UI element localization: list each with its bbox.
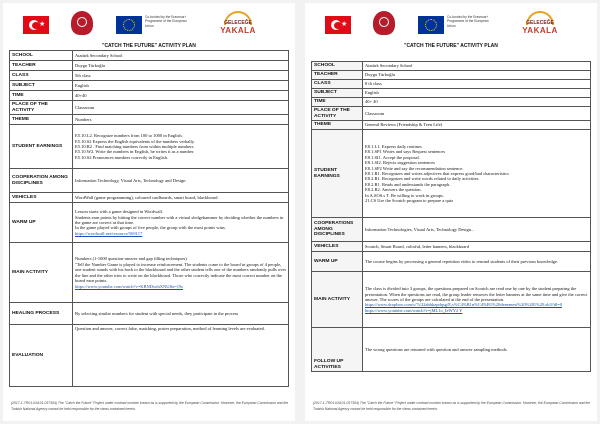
turkish-flag-icon: ★ — [325, 16, 351, 34]
field-label: TIME — [312, 98, 363, 107]
row-school — [312, 62, 591, 71]
row-teacher — [10, 61, 289, 71]
earning-line: E8.1.SP2 Write and say the recommendation sentence. — [365, 165, 464, 171]
earning-line: E8.2.R2. Answers the question. — [365, 187, 422, 193]
ministry-logo-icon — [373, 11, 395, 35]
row-class — [10, 71, 289, 81]
row-main-activity — [10, 243, 289, 303]
field-label: STUDENT EARNINGS — [10, 125, 73, 169]
field-value — [363, 272, 591, 328]
warmup-line: Lesson starts with a game designed in Wordwall. — [75, 209, 164, 215]
field-value: By selecting similar numbers for student with special needs, they participate in the process — [73, 303, 289, 325]
row-time — [312, 98, 591, 107]
earning-line: E5.10.W2. Write the numbers in English, he writes it as a number. — [75, 149, 195, 155]
field-value: Atatürk Secondary School — [363, 62, 591, 71]
row-cooperation — [10, 169, 289, 193]
row-place — [10, 101, 289, 115]
main-line: Numbers (1-1000 question-answer and gap filling techniques) — [75, 256, 187, 262]
field-value: Information Technologies, Visual Arts, Technology Design... — [363, 218, 591, 242]
earning-line: E8.1.L1. Express daily routines — [365, 143, 422, 149]
field-value: WordWall (game programming), coloured cardboards, smart board, blackboard — [73, 193, 289, 203]
field-value: 8 th class — [363, 80, 591, 89]
row-place — [312, 107, 591, 121]
field-label: CLASS — [312, 80, 363, 89]
right-page — [305, 3, 597, 421]
field-value: Classroom — [363, 107, 591, 121]
row-main-activity — [312, 272, 591, 328]
field-label: WARM UP — [312, 252, 363, 272]
logo-strip — [305, 8, 597, 38]
plan-title: "CATCH THE FUTURE" ACTIVITY PLAN — [102, 43, 196, 49]
main-line: "Tell the Number Game is played to increase reinforcement. The students come to the board in groups of 4 people, one student stands with his back to the blackboard and the other student tells one of the numbers randomly pulls over the line and the other tries to write on the blackboard. Those who correctly indicate the most correct number on the board earn points. — [75, 261, 286, 284]
field-value: 40+ 40 — [363, 98, 591, 107]
row-vehicles — [10, 193, 289, 203]
row-teacher — [312, 71, 591, 80]
earning-line: E8.1.SI2. Rejects suggestion sentences — [365, 160, 435, 166]
row-follow-up — [312, 328, 591, 372]
field-label: THEME — [10, 115, 73, 125]
field-value: Duygu Türkoğlu — [363, 71, 591, 80]
field-label: FOLLOW UP ACTIVITIES — [312, 328, 363, 372]
row-healing-process — [10, 303, 289, 325]
field-value: 5th class — [73, 71, 289, 81]
earning-line: E5.10.S2 Pronounces numbers correctly in English. — [75, 154, 168, 160]
field-label: TEACHER — [10, 61, 73, 71]
row-cooperation — [312, 218, 591, 242]
field-value: English — [363, 89, 591, 98]
project-logo: GELECEĞE YAKALA — [215, 11, 261, 37]
field-label: CLASS — [10, 71, 73, 81]
youtube-link[interactable]: https://www.youtube.com/watch?v=jML1o_IeWY2 Y — [365, 307, 463, 313]
dropbox-link[interactable]: https://www.dropbox.com/s/7t/22abhkzpdqsg/E,s%C4%B1n%C4%B1%20denemesi%20%281%29.sb3?dl=0 — [365, 302, 562, 308]
ministry-logo-icon — [71, 11, 93, 35]
row-warm-up — [312, 252, 591, 272]
left-page — [3, 3, 295, 421]
field-value: 40+40 — [73, 91, 289, 101]
row-subject — [312, 89, 591, 98]
field-label: VEHICLES — [10, 193, 73, 203]
field-label: TIME — [10, 91, 73, 101]
eu-funding-text: Co-funded by the Erasmus+ Programme of the European Union — [145, 15, 187, 28]
row-time — [10, 91, 289, 101]
earning-line: E8.1.SP1 Writes and says Request sentences — [365, 149, 446, 155]
row-theme — [312, 121, 591, 130]
earning-line: E8.1.SI1. Accept the proposal. — [365, 154, 420, 160]
row-evaluation — [10, 325, 289, 387]
field-value: General Reviews (Friendship & Teen Life) — [363, 121, 591, 130]
warmup-line: In the game played with groups of five people, the group with the most points wins. — [75, 225, 226, 231]
row-vehicles — [312, 242, 591, 252]
field-value: Classroom — [73, 101, 289, 115]
field-label: EVALUATION — [10, 325, 73, 387]
field-value: Information Technology, Visual Arts, Technology and Design — [73, 169, 289, 193]
row-student-earnings — [312, 130, 591, 218]
eu-flag-icon — [116, 16, 142, 34]
field-value — [73, 203, 289, 243]
earning-line: E5.10.L2. Recognize numbers from 100 to 1000 in English. — [75, 133, 183, 139]
field-value: Numbers — [73, 115, 289, 125]
earning-line: E8.1.R1. Recognizes and writes adjectives that express good/bad characteristics — [365, 170, 509, 176]
field-label: STUDENT EARNINGS — [312, 130, 363, 218]
field-value: The course begins by processing a general repetition video to remind students of their previous knowledge. — [363, 252, 591, 272]
field-label: PLACE OF THE ACTIVITY — [312, 107, 363, 121]
field-value: Scratch, Smart Board, colorful, letter banners, blackboard — [363, 242, 591, 252]
field-label: COOPERATION AMONG DISCIPLINES — [10, 169, 73, 193]
earning-line: E5.10.R2 . Find matching numbers from within multiple numbers. — [75, 143, 195, 149]
wordwall-link[interactable]: https://wordwall.net/resource/569117 — [75, 230, 143, 236]
funding-footnote: (2017-1-TR01-KA101-037364) The "Catch the Future" Project under contract number known as is supported by the European Commission. However, the European Commission and the Turkish National Agency cannot be held responsible for the views contained herein. — [313, 401, 591, 411]
field-label: SCHOOL — [10, 51, 73, 61]
logo-strip — [3, 8, 295, 38]
field-label: SUBJECT — [312, 89, 363, 98]
field-value — [73, 243, 289, 303]
earning-line: 21.CS Use the Scratch program to prepare a quiz — [365, 198, 454, 204]
eu-flag-icon — [418, 16, 444, 34]
field-label: VEHICLES — [312, 242, 363, 252]
field-label: SUBJECT — [10, 81, 73, 91]
youtube-link[interactable]: https://www.youtube.com/watch?v=KBNDwthXNU&t=19s — [75, 283, 184, 289]
turkish-flag-icon: ★ — [23, 16, 49, 34]
row-student-earnings — [10, 125, 289, 169]
warmup-line: Students earn points by hitting the correct number with a virtual sledgehammer by deciding whether the numbers in the game are correct at that time. — [75, 214, 284, 225]
activity-plan-table — [9, 50, 289, 387]
field-value: The wrong questions are returned with question and answer sampling methods. — [363, 328, 591, 372]
row-theme — [10, 115, 289, 125]
eu-funding-text: Co-funded by the Erasmus+ Programme of the European Union — [447, 15, 489, 28]
field-label: TEACHER — [312, 71, 363, 80]
field-value — [363, 130, 591, 218]
row-class — [312, 80, 591, 89]
row-subject — [10, 81, 289, 91]
field-label: SCHOOL — [312, 62, 363, 71]
field-label: HEALING PROCESS — [10, 303, 73, 325]
earning-line: E8.2.R1. Recognizes and write words related to daily activities. — [365, 176, 480, 182]
field-label: WARM UP — [10, 203, 73, 243]
row-school — [10, 51, 289, 61]
funding-footnote: (2017-1-TR01-KA101-037364) The "Catch the Future" Project under contract number known as is supported by the European Commission. However, the European Commission and the Turkish National Agency cannot be held responsible for the views contained herein. — [11, 401, 289, 411]
activity-plan-table — [311, 61, 591, 372]
field-value — [73, 125, 289, 169]
field-label: MAIN ACTIVITY — [10, 243, 73, 303]
main-line: The class is divided into 3 groups, the questions prepared on Scratch are read one by one by the student preparing the presentation. When the questions are read, the group leader removes the letter banners at the same time and give the correct answer. The scores of the groups are calculated at the end of the presentation. — [365, 286, 588, 302]
field-label: THEME — [312, 121, 363, 130]
earning-line: In A.SOS.s T. Be willing to work in groups. — [365, 192, 444, 198]
project-logo: GELECEĞE YAKALA — [517, 11, 563, 37]
field-value: Duygu Türkoğlu — [73, 61, 289, 71]
earning-line: E8.2.R1. Reads and understands the paragraph. — [365, 181, 451, 187]
plan-title: "CATCH THE FUTURE" ACTIVITY PLAN — [404, 43, 498, 49]
field-label: COOPERATIONS AMONG DISCIPLINES — [312, 218, 363, 242]
field-value: English — [73, 81, 289, 91]
row-warm-up — [10, 203, 289, 243]
field-label: MAIN ACTIVITY — [312, 272, 363, 328]
field-value: Atatürk Secondary School — [73, 51, 289, 61]
field-label: PLACE OF THE ACTIVITY — [10, 101, 73, 115]
earning-line: E5.10.S2 Express the English equivalents of the numbers verbally. — [75, 138, 195, 144]
field-value: Question and answer, correct false, matching, poster preparation, method of learning levels are evaluated. — [73, 325, 289, 387]
